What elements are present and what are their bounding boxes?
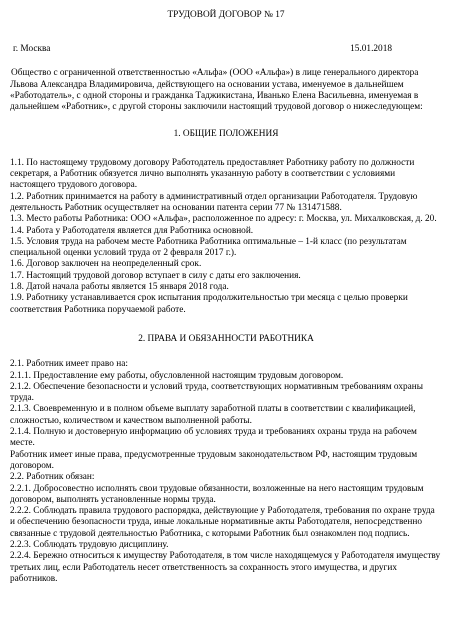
clause-1-6: 1.6. Договор заключен на неопределенный срок. (10, 259, 202, 270)
clause-2-2-3: 2.2.3. Соблюдать трудовую дисциплину. (10, 539, 169, 550)
document-title: ТРУДОВОЙ ДОГОВОР № 17 (167, 10, 285, 20)
section-2-title: 2. ПРАВА И ОБЯЗАННОСТИ РАБОТНИКА (138, 333, 314, 344)
clause-2-1-2: 2.1.2. Обеспечение безопасности и условий труда, соответствующих нормативным требованиям охраны труда. (10, 381, 423, 404)
clause-1-8: 1.8. Датой начала работы является 15 января 2018 года. (10, 282, 229, 293)
contract-city: г. Москва (13, 44, 51, 55)
clause-2-2-1: 2.2.1. Добросовестно исполнять свои трудовые обязанности, возложенные на него настоящим трудовым договором, выполнять установленные нормы труда. (10, 483, 424, 505)
clause-2-1-3: 2.1.3. Своевременную и в полном объеме выплату заработной платы в соответствии с квалификацией, сложностью, количеством и качеством выполненной работы. (10, 404, 416, 426)
section-1-title: 1. ОБЩИЕ ПОЛОЖЕНИЯ (173, 129, 279, 140)
clause-1-3: 1.3. Место работы Работника: ООО «Альфа», расположенное по адресу: г. Москва, ул. Михалковская, д. 20. (10, 214, 437, 225)
clause-2-2: 2.2. Работник обязан: (10, 472, 95, 483)
clause-1-7: 1.7. Настоящий трудовой договор вступает в силу с даты его заключения. (10, 270, 301, 281)
clause-2-1-4: 2.1.4. Полную и достоверную информацию об условиях труда и требованиях охраны труда на рабочем месте. (10, 427, 417, 449)
clause-2-2-2: 2.2.2. Соблюдать правила трудового распорядка, действующие у Работодателя, требования по охране труда и обеспечению безопасности труда, иные локальные нормативные акты Работодателя, непосредственно связанные с трудовой деятельностью Работника, с которыми Работник был ознакомлен под подпись. (10, 506, 435, 539)
intro-paragraph: Общество с ограниченной ответственностью «Альфа» (ООО «Альфа») в лице генерального директора Львова Александра Владимировича, действующего на основании устава, именуемое в дальнейшем «Работодатель», с одной стороны и гражданка Таджикистана, Иванько Елена Васильевна, именуемая в дальнейшем «Работник», с другой стороны заключили настоящий трудовой договор о нижеследующем: (10, 68, 423, 113)
clause-1-1: 1.1. По настоящему трудовому договору Работодатель предоставляет Работнику работу по должности секретаря, а Работник обязуется лично выполнять указанную работу в соответствии с условиями настоящего трудового договора. (10, 157, 415, 191)
clause-2-1: 2.1. Работник имеет право на: (10, 359, 128, 370)
contract-date: 15.01.2018 (350, 44, 392, 55)
clause-1-5: 1.5. Условия труда на рабочем месте Работника Работника оптимальные – 1-й класс (по результатам специальной оценки условий труда от 2 февраля 2017 г.). (10, 236, 407, 259)
other-rights-paragraph: Работник имеет иные права, предусмотренные трудовым законодательством РФ, настоящим трудовым договором. (10, 449, 418, 471)
clause-2-2-4: 2.2.4. Бережно относиться к имуществу Работодателя, в том числе находящемуся у Работодателя имуществу третьих лиц, если Работодатель несет ответственность за сохранность этого имущества, и других работников. (10, 551, 441, 584)
clause-1-9: 1.9. Работнику устанавливается срок испытания продолжительностью три месяца с целью проверки соответствия Работника поручаемой работе. (10, 293, 408, 315)
place-date-line (10, 44, 442, 56)
clause-2-1-1: 2.1.1. Предоставление ему работы, обусловленной настоящим трудовым договором. (10, 370, 344, 381)
clause-1-2: 1.2. Работник принимается на работу в административный отдел организации Работодателя. Трудовую деятельность Работник осуществляет на основании патента серии 77 № 131471588. (10, 191, 418, 213)
clause-1-4: 1.4. Работа у Работодателя является для Работника основной. (10, 225, 254, 236)
